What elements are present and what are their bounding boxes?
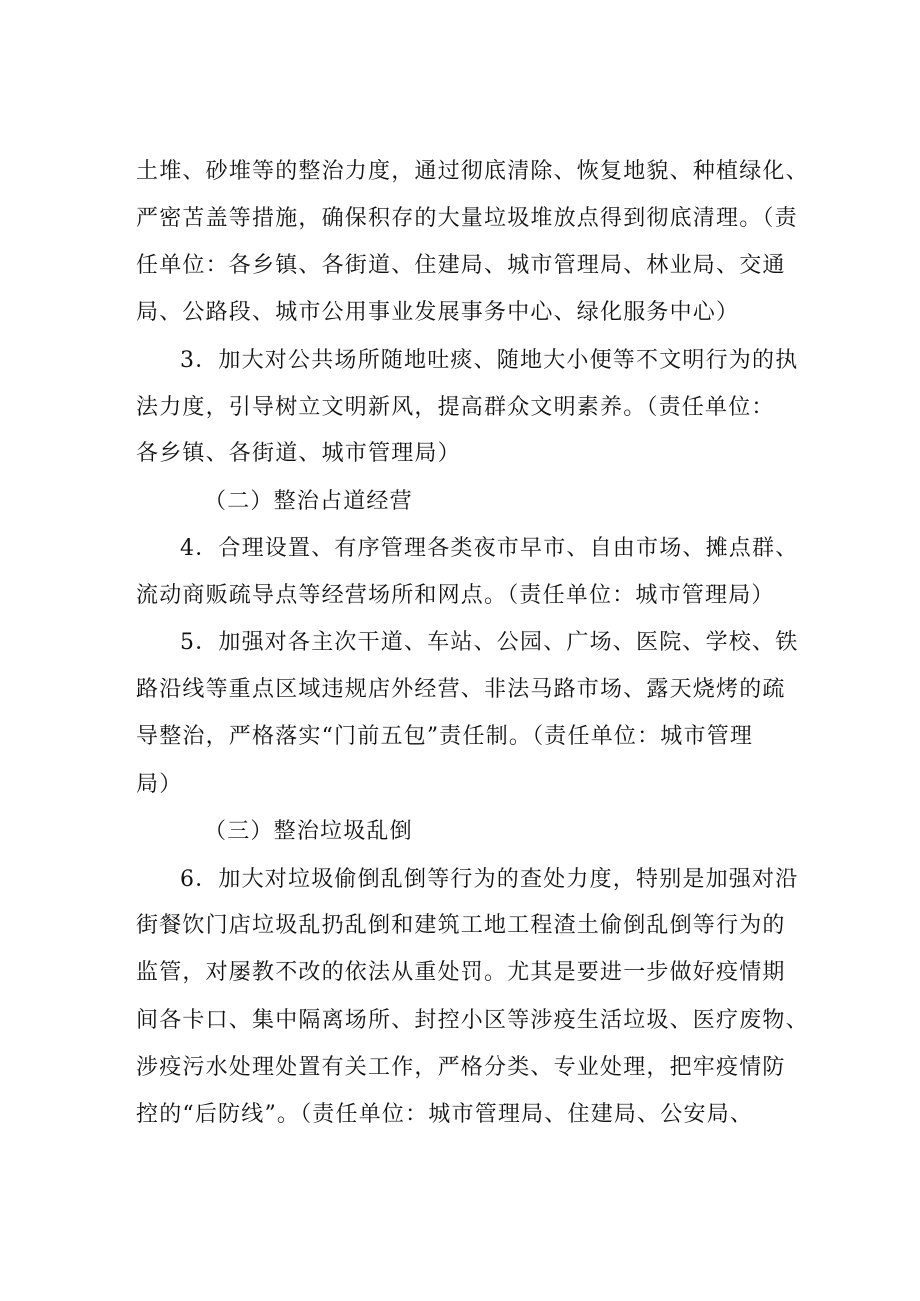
text-line: 6．加大对垃圾偷倒乱倒等行为的查处力度，特别是加强对沿 xyxy=(180,867,799,892)
text-line: 法力度，引导树立文明新风，提高群众文明素养。（责任单位： xyxy=(136,395,775,420)
section-heading: （三）整治垃圾乱倒 xyxy=(204,819,413,844)
text-line: 5．加强对各主次干道、车站、公园、广场、医院、学校、铁 xyxy=(180,630,799,655)
text-line: 控的“后防线”。（责任单位：城市管理局、住建局、公安局、 xyxy=(136,1102,754,1127)
text-line: 路沿线等重点区域违规店外经营、非法马路市场、露天烧烤的疏 xyxy=(136,677,786,702)
text-line: 间各卡口、集中隔离场所、封控小区等涉疫生活垃圾、医疗废物、 xyxy=(136,1008,809,1033)
text-line: 局、公路段、城市公用事业发展事务中心、绿化服务中心） xyxy=(136,300,740,325)
text-line: 流动商贩疏导点等经营场所和网点。（责任单位：城市管理局） xyxy=(136,583,775,608)
text-line: 3．加大对公共场所随地吐痰、随地大小便等不文明行为的执 xyxy=(180,348,799,373)
text-line: 土堆、砂堆等的整治力度，通过彻底清除、恢复地貌、种植绿化、 xyxy=(136,159,809,184)
text-line: 各乡镇、各街道、城市管理局） xyxy=(136,441,461,466)
text-line: 监管，对屡教不改的依法从重处罚。尤其是要进一步做好疫情期 xyxy=(136,960,786,985)
text-line: 涉疫污水处理处置有关工作，严格分类、专业处理，把牢疫情防 xyxy=(136,1055,786,1080)
text-line: 导整治，严格落实“门前五包”责任制。（责任单位：城市管理 xyxy=(136,724,754,749)
text-line: 任单位：各乡镇、各街道、住建局、城市管理局、林业局、交通 xyxy=(136,253,786,278)
text-line: 局） xyxy=(136,772,183,797)
text-line: 4．合理设置、有序管理各类夜市早市、自由市场、摊点群、 xyxy=(180,536,799,561)
section-heading: （二）整治占道经营 xyxy=(204,489,413,514)
text-line: 严密苫盖等措施，确保积存的大量垃圾堆放点得到彻底清理。（责 xyxy=(136,206,798,231)
text-line: 街餐饮门店垃圾乱扔乱倒和建筑工地工程渣土偷倒乱倒等行为的 xyxy=(136,913,786,938)
